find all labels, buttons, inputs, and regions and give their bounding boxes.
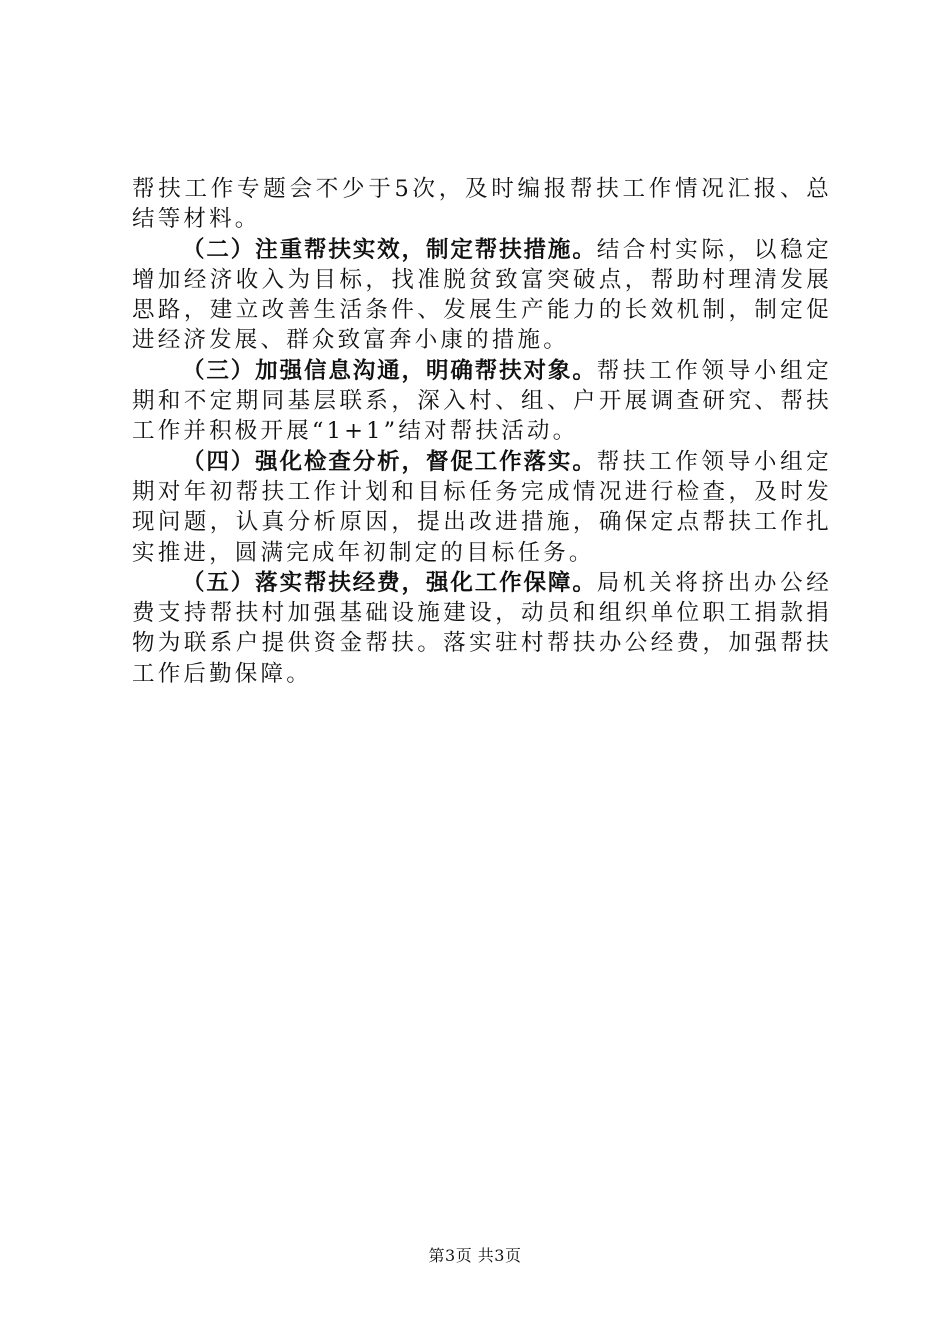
page-number: 第3页 共3页 bbox=[428, 1246, 522, 1265]
document-body bbox=[132, 174, 832, 689]
paragraph-section-5 bbox=[132, 568, 832, 689]
section-heading: （三）加强信息沟通，明确帮扶对象。 bbox=[182, 357, 597, 384]
section-heading: （五）落实帮扶经费，强化工作保障。 bbox=[182, 569, 597, 596]
section-heading: （四）强化检查分析，督促工作落实。 bbox=[182, 448, 597, 475]
paragraph-text: 局机关将挤出办公经费支持帮扶村加强基础设施建设，动员和组织单位职工捐款捐物为联系户提供资金帮扶。落实驻村帮扶办公经费，加强帮扶工作后勤保障。 bbox=[132, 569, 832, 687]
paragraph-text: 帮扶工作领导小组定期和不定期同基层联系，深入村、组、户开展调查研究、帮扶工作并积极开展“1+1”结对帮扶活动。 bbox=[132, 357, 832, 445]
paragraph-text: 帮扶工作领导小组定期对年初帮扶工作计划和目标任务完成情况进行检查，及时发现问题，认真分析原因，提出改进措施，确保定点帮扶工作扎实推进，圆满完成年初制定的目标任务。 bbox=[132, 448, 832, 566]
section-heading: （二）注重帮扶实效，制定帮扶措施。 bbox=[182, 236, 597, 263]
paragraph-section-4 bbox=[132, 447, 832, 568]
paragraph-text: 帮扶工作专题会不少于5次，及时编报帮扶工作情况汇报、总结等材料。 bbox=[132, 176, 832, 233]
paragraph-section-2 bbox=[132, 235, 832, 356]
paragraph-text: 结合村实际，以稳定增加经济收入为目标，找准脱贫致富突破点，帮助村理清发展思路，建立改善生活条件、发展生产能力的长效机制，制定促进经济发展、群众致富奔小康的措施。 bbox=[132, 236, 832, 354]
paragraph-continuation bbox=[132, 174, 832, 235]
paragraph-section-3 bbox=[132, 356, 832, 447]
page-footer bbox=[0, 1243, 950, 1266]
